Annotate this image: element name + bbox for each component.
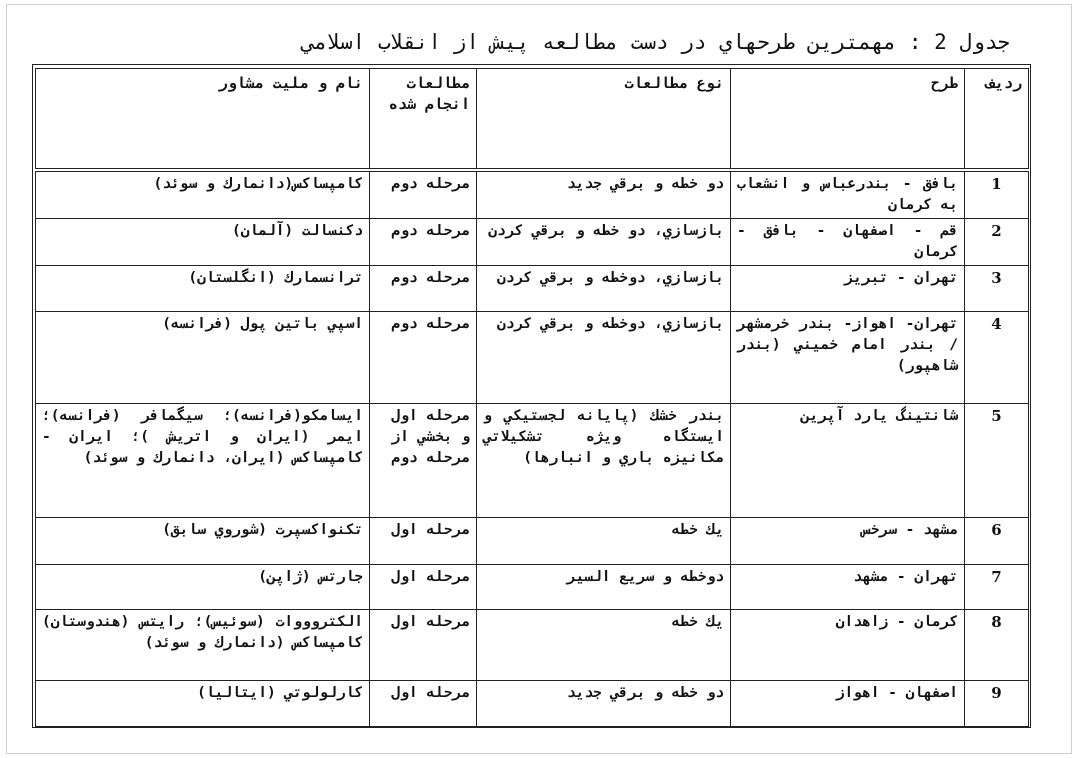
table-row — [36, 609, 1029, 680]
row-number: 2 — [965, 218, 1029, 265]
project-cell: تهران- اهواز- بندر خرمشهر / بندر امام خميني (بندر شاهپور) — [731, 311, 965, 403]
table-row — [36, 218, 1029, 265]
studies-done-cell: مرحله اول — [370, 680, 477, 726]
header-studies-done: مطالعات انجام شده — [370, 69, 477, 170]
studies-done-cell: مرحله اول و بخشي از مرحله دوم — [370, 403, 477, 517]
study-type-cell: بازسازي، دوخطه و برقي كردن — [477, 311, 731, 403]
consultant-cell: الكتروووات (سوئيس)؛ رايتس (هندوستان) كامپساكس (دانمارك و سوئد) — [36, 609, 370, 680]
studies-done-cell: مرحله دوم — [370, 265, 477, 311]
consultant-cell: اسپي باتين پول (فرانسه) — [36, 311, 370, 403]
study-type-cell: دو خطه و برقي جديد — [477, 170, 731, 219]
projects-table — [35, 68, 1029, 727]
study-type-cell: بازسازي، دوخطه و برقي كردن — [477, 265, 731, 311]
project-cell: مشهد - سرخس — [731, 517, 965, 564]
header-project: طرح — [731, 69, 965, 170]
study-type-cell: دوخطه و سريع السير — [477, 564, 731, 609]
header-study-type: نوع مطالعات — [477, 69, 731, 170]
project-cell: تهران - تبريز — [731, 265, 965, 311]
consultant-cell: ايسامكو(فرانسه)؛ سيگمافر (فرانسه)؛ ايمر (ايران و اتريش )؛ ايران - كامپساكس (ايران، دانمارك و سوئد) — [36, 403, 370, 517]
studies-done-cell: مرحله اول — [370, 517, 477, 564]
row-number: 3 — [965, 265, 1029, 311]
studies-done-cell: مرحله دوم — [370, 170, 477, 219]
table-row — [36, 170, 1029, 219]
consultant-cell: جارتس (ژاپن) — [36, 564, 370, 609]
studies-done-cell: مرحله دوم — [370, 311, 477, 403]
row-number: 9 — [965, 680, 1029, 726]
consultant-cell: كامپساكس(دانمارك و سوئد) — [36, 170, 370, 219]
row-number: 8 — [965, 609, 1029, 680]
project-cell: شانتينگ يارد آپرين — [731, 403, 965, 517]
study-type-cell: بازسازي، دو خطه و برقي كردن — [477, 218, 731, 265]
consultant-cell: تكنواكسپرت (شوروي سابق) — [36, 517, 370, 564]
study-type-cell: يك خطه — [477, 609, 731, 680]
consultant-cell: كارلولوتي (ايتاليا) — [36, 680, 370, 726]
consultant-cell: ترانسمارك (انگلستان) — [36, 265, 370, 311]
project-cell: اصفهان - اهواز — [731, 680, 965, 726]
header-row — [36, 69, 1029, 170]
project-cell: كرمان - زاهدان — [731, 609, 965, 680]
table-row — [36, 265, 1029, 311]
table-caption: جدول 2 : مهمترين طرحهاي در دست مطالعه پيش از انقلاب اسلامي — [301, 30, 1010, 54]
studies-done-cell: مرحله اول — [370, 609, 477, 680]
header-row-number: رديف — [965, 69, 1029, 170]
table-row — [36, 680, 1029, 726]
row-number: 7 — [965, 564, 1029, 609]
study-type-cell: دو خطه و برقي جديد — [477, 680, 731, 726]
table-row — [36, 311, 1029, 403]
row-number: 5 — [965, 403, 1029, 517]
table-row — [36, 517, 1029, 564]
table-row — [36, 403, 1029, 517]
row-number: 4 — [965, 311, 1029, 403]
project-cell: بافق - بندرعباس و انشعاب به كرمان — [731, 170, 965, 219]
study-type-cell: بندر خشك (پايانه لجستيكي و ايستگاه ويژه تشكيلاتي مكانيزه باري و انبارها) — [477, 403, 731, 517]
row-number: 1 — [965, 170, 1029, 219]
studies-done-cell: مرحله دوم — [370, 218, 477, 265]
project-cell: تهران - مشهد — [731, 564, 965, 609]
row-number: 6 — [965, 517, 1029, 564]
consultant-cell: دكنسالت (آلمان) — [36, 218, 370, 265]
study-type-cell: يك خطه — [477, 517, 731, 564]
project-cell: قم - اصفهان - بافق - كرمان — [731, 218, 965, 265]
header-consultant: نام و مليت مشاور — [36, 69, 370, 170]
table-row — [36, 564, 1029, 609]
studies-done-cell: مرحله اول — [370, 564, 477, 609]
